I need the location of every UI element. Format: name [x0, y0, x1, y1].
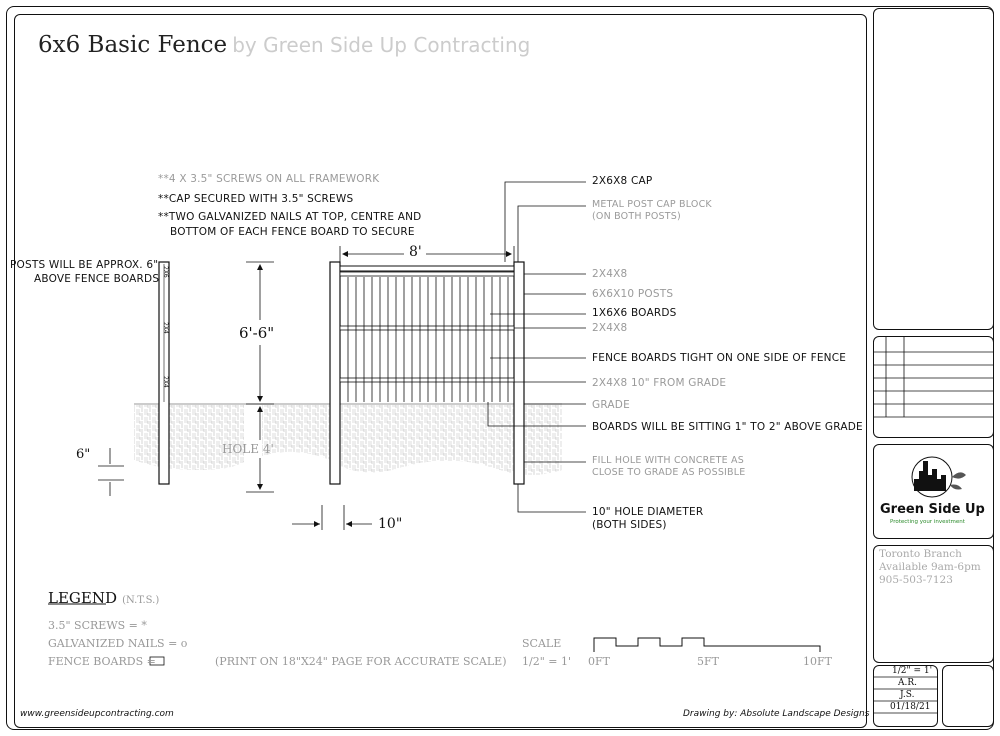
branch-hours: Available 9am-6pm	[879, 561, 981, 573]
note-nails-1: **TWO GALVANIZED NAILS AT TOP, CENTRE AND	[158, 211, 422, 223]
drawing-title: 6x6 Basic Fence	[38, 32, 228, 58]
branch-name: Toronto Branch	[879, 548, 962, 560]
dim-width-arrowheads	[314, 521, 352, 527]
fence-cap	[340, 266, 514, 271]
legend-item-boards: FENCE BOARDS =	[48, 655, 156, 668]
callout-grade: GRADE	[592, 399, 630, 411]
revision-grid	[874, 337, 993, 437]
height-label: 6'-6"	[239, 324, 275, 342]
callout-bottom-rail: 2X4X8 10" FROM GRADE	[592, 377, 727, 389]
logo-panel	[873, 444, 994, 539]
rail-top	[340, 272, 514, 276]
drawn-by: Drawing by: Absolute Landscape Designs	[683, 709, 870, 719]
callout-concrete-1: FILL HOLE WITH CONCRETE AS	[592, 455, 744, 466]
rail-bottom	[340, 378, 514, 382]
rail-middle	[340, 326, 514, 330]
legend-item-nails: GALVANIZED NAILS = o	[48, 637, 188, 650]
legend-item-screws: 3.5" SCREWS = *	[48, 619, 147, 632]
span-label: 8'	[409, 244, 422, 260]
callout-posts: 6X6X10 POSTS	[592, 288, 674, 300]
soil-side-left	[134, 404, 244, 470]
branch-panel	[873, 545, 994, 663]
branch-phone: 905-503-7123	[879, 574, 953, 586]
logo-name: Green Side Up	[880, 502, 985, 517]
callout-boards: 1X6X6 BOARDS	[592, 307, 677, 319]
callout-middle-rail: 2X4X8	[592, 322, 628, 334]
side-mark-1: 2X6	[162, 266, 169, 278]
side-mark-3: 2X4	[162, 376, 169, 388]
drawing-subtitle: by Green Side Up Contracting	[232, 33, 531, 57]
title-block-notes-panel	[873, 8, 994, 330]
website-link[interactable]: www.greensideupcontracting.com	[20, 709, 174, 719]
note-nails-2: BOTTOM OF EACH FENCE BOARD TO SECURE	[170, 226, 415, 238]
revision-table	[873, 336, 994, 438]
callout-both-posts: (ON BOTH POSTS)	[592, 211, 681, 222]
width-label: 10"	[378, 516, 403, 532]
callout-cap: 2X6X8 CAP	[592, 175, 653, 187]
scale-bar	[594, 638, 820, 652]
print-note: (PRINT ON 18"X24" PAGE FOR ACCURATE SCALE)	[215, 655, 507, 668]
front-post-left	[330, 262, 340, 484]
post-note-1: POSTS WILL BE APPROX. 6"	[10, 259, 159, 271]
sheet-box	[942, 665, 994, 727]
info-box	[873, 665, 938, 727]
note-cap: **CAP SECURED WITH 3.5" SCREWS	[158, 193, 354, 205]
note-screws: **4 X 3.5" SCREWS ON ALL FRAMEWORK	[158, 173, 380, 185]
info-drawn: A.R.	[898, 678, 917, 688]
info-date: 01/18/21	[890, 702, 931, 712]
scale-label: SCALE	[522, 637, 562, 650]
info-checked: J.S.	[900, 690, 915, 700]
legend-nts: (N.T.S.)	[122, 595, 160, 606]
fence-boards	[348, 277, 508, 402]
info-scale: 1/2" = 1'	[892, 666, 933, 676]
side-mark-2: 2X4	[162, 322, 169, 334]
depth-label: 6"	[76, 447, 91, 462]
scale-tick-0: 0FT	[588, 655, 610, 668]
legend-heading	[48, 588, 159, 607]
hole-label: HOLE 4'	[222, 442, 274, 456]
skyline-logo-icon	[902, 453, 968, 499]
front-post-right	[514, 262, 524, 484]
callout-boards-tight: FENCE BOARDS TIGHT ON ONE SIDE OF FENCE	[592, 352, 847, 364]
callout-top-rail: 2X4X8	[592, 268, 628, 280]
scale-tick-5: 5FT	[697, 655, 719, 668]
callout-boards-above-grade: BOARDS WILL BE SITTING 1" TO 2" ABOVE GRADE	[592, 421, 863, 433]
callout-both-sides: (BOTH SIDES)	[592, 519, 667, 531]
scale-tick-10: 10FT	[803, 655, 832, 668]
callout-hole-diameter: 10" HOLE DIAMETER	[592, 506, 704, 518]
legend-title: LEGEND	[48, 589, 117, 607]
info-grid	[874, 666, 937, 726]
post-note-2: ABOVE FENCE BOARDS	[34, 273, 160, 285]
callout-concrete-2: CLOSE TO GRADE AS POSSIBLE	[592, 467, 746, 478]
callout-post-cap-block: METAL POST CAP BLOCK	[592, 199, 712, 210]
logo-tagline: Protecting your investment	[890, 519, 965, 525]
scale-ratio: 1/2" = 1'	[522, 655, 571, 668]
